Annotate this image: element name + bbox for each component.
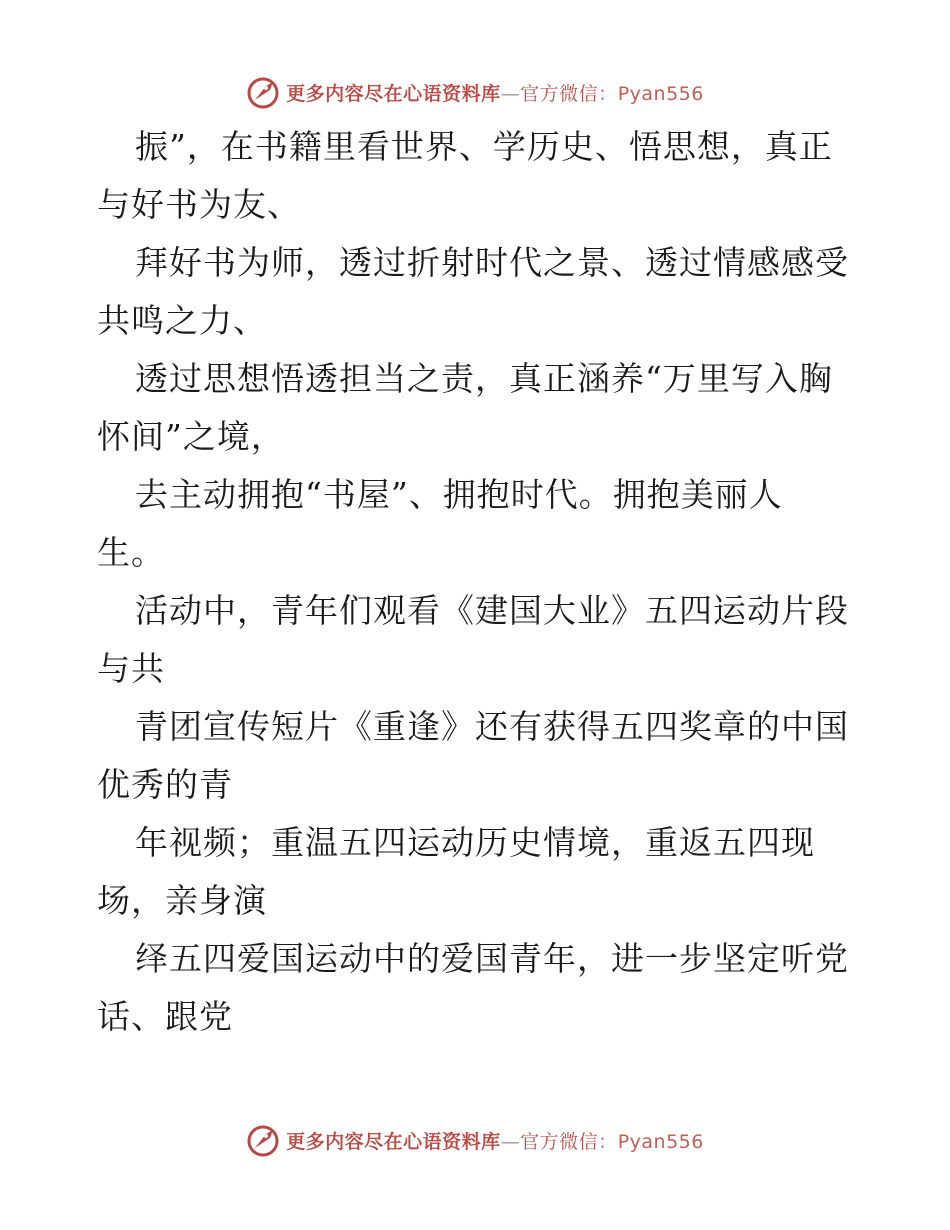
body-line: 共鸣之力、 bbox=[97, 301, 267, 340]
body-line: 绎五四爱国运动中的爱国青年，进一步坚定听党 bbox=[135, 939, 849, 978]
body-line: 振”，在书籍里看世界、学历史、悟思想，真正 bbox=[135, 127, 833, 166]
footer-wechat-id: Pyan556 bbox=[617, 1130, 704, 1153]
footer-text bbox=[286, 1127, 704, 1154]
footer-banner bbox=[0, 1120, 950, 1160]
body-line: 透过思想悟透担当之责，真正涵养“万里写入胸 bbox=[135, 359, 833, 398]
body-line: 怀间”之境， bbox=[97, 417, 285, 456]
body-line: 拜好书为师，透过折射时代之景、透过情感感受 bbox=[135, 243, 849, 282]
body-line: 生。 bbox=[97, 533, 165, 572]
body-line: 与共 bbox=[97, 649, 165, 688]
footer-wechat-label: 官方微信： bbox=[520, 1130, 618, 1153]
header-banner bbox=[0, 72, 950, 112]
body-line: 年视频；重温五四运动历史情境，重返五四现 bbox=[135, 823, 815, 862]
body-line: 活动中，青年们观看《建国大业》五四运动片段 bbox=[135, 591, 849, 630]
footer-dash: — bbox=[500, 1130, 521, 1153]
footer-brand: 更多内容尽在心语资料库 bbox=[286, 1130, 501, 1153]
body-line: 场，亲身演 bbox=[97, 881, 267, 920]
body-line: 去主动拥抱“书屋”、拥抱时代。拥抱美丽人 bbox=[135, 475, 783, 514]
header-wechat-label: 官方微信： bbox=[520, 82, 618, 105]
header-text bbox=[286, 79, 704, 106]
header-dash: — bbox=[500, 82, 521, 105]
pen-nib-logo-icon bbox=[246, 1122, 282, 1158]
document-body bbox=[97, 118, 857, 1046]
pen-nib-logo-icon bbox=[246, 74, 282, 110]
body-line: 优秀的青 bbox=[97, 765, 233, 804]
body-line: 与好书为友、 bbox=[97, 185, 301, 224]
body-line: 话、跟党 bbox=[97, 997, 233, 1036]
header-brand: 更多内容尽在心语资料库 bbox=[286, 82, 501, 105]
header-wechat-id: Pyan556 bbox=[617, 82, 704, 105]
body-line: 青团宣传短片《重逢》还有获得五四奖章的中国 bbox=[135, 707, 849, 746]
